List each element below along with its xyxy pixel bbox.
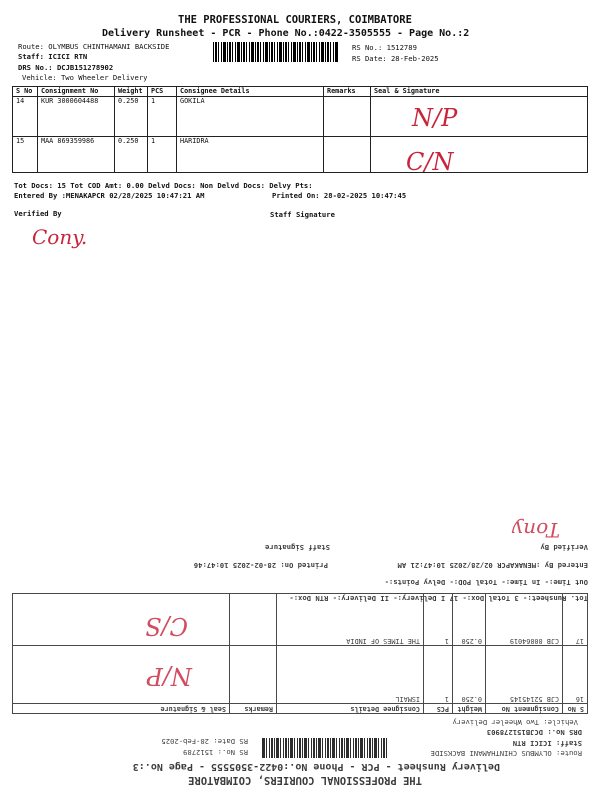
col-consignment: Consignment No bbox=[38, 87, 115, 97]
route-label: Route: OLYMBUS CHINTHAMANI BACKSIDE bbox=[18, 42, 170, 51]
times-line: Out Time:- In Time:- Total POD:- Delvy Points:- bbox=[384, 578, 588, 587]
route-label: Route: OLYMBUS CHINTHAMANI BACKSIDE bbox=[430, 749, 582, 758]
row-seal bbox=[13, 646, 230, 704]
row-sno: 15 bbox=[13, 137, 38, 173]
row-consignment: CJB 52145145 bbox=[486, 646, 563, 704]
col-seal: Seal & Signature bbox=[13, 704, 230, 714]
row-pcs: 1 bbox=[424, 646, 453, 704]
row-weight: 0.250 bbox=[453, 646, 486, 704]
table-header-row bbox=[13, 704, 588, 714]
col-consignment: Consignment No bbox=[486, 704, 563, 714]
drs-number: DRS No.: DCJB151278902 bbox=[18, 63, 114, 72]
entered-by: Entered By :MENAKAPCR 02/28/2025 10:47:21 AM bbox=[14, 191, 205, 200]
entered-by: Entered By :MENAKAPCR 02/28/2025 10:47:21 AM bbox=[397, 561, 588, 570]
printed-on: Printed On: 28-02-2025 10:47:46 bbox=[193, 561, 328, 570]
verified-by-label: Verified By bbox=[540, 543, 588, 552]
company-title: THE PROFESSIONAL COURIERS, COIMBATORE bbox=[188, 774, 422, 786]
row-weight: 0.250 bbox=[453, 594, 486, 646]
col-consignee: Consignee Details bbox=[177, 87, 324, 97]
runsheet-header: Delivery Runsheet - PCR - Phone No.:0422-3505555 - Page No.:3 bbox=[132, 761, 500, 772]
handwritten-cs: C/S bbox=[145, 612, 188, 640]
row-consignment: KUR 3000604488 bbox=[38, 97, 115, 137]
col-seal: Seal & Signature bbox=[371, 87, 588, 97]
rs-date: RS Date: 28-Feb-2025 bbox=[161, 737, 248, 746]
col-remarks: Remarks bbox=[324, 87, 371, 97]
row-pcs: 1 bbox=[148, 97, 177, 137]
row-weight: 0.250 bbox=[115, 97, 148, 137]
staff-label: Staff: ICICI RTN bbox=[512, 739, 582, 748]
row-remarks bbox=[230, 646, 277, 704]
verified-by-label: Verified By bbox=[14, 209, 62, 218]
row-sno: 17 bbox=[563, 594, 588, 646]
row-sno: 16 bbox=[563, 646, 588, 704]
staff-label: Staff: ICICI RTN bbox=[18, 52, 88, 61]
col-remarks: Remarks bbox=[230, 704, 277, 714]
verifier-signature: Cony. bbox=[32, 225, 88, 249]
totals-line: Tot. Runsheet:- 3 Total Dox:- 17 I Delivery:- II Delivery:- RTN Dox:- bbox=[289, 594, 588, 603]
col-weight: Weight bbox=[115, 87, 148, 97]
col-pcs: PCS bbox=[148, 87, 177, 97]
handwritten-cn: C/N bbox=[406, 148, 454, 176]
col-weight: Weight bbox=[453, 704, 486, 714]
row-consignee: GOKILA bbox=[177, 97, 324, 137]
row-consignment: MAA 869359986 bbox=[38, 137, 115, 173]
drs-number: DRS No.: DCJB151278903 bbox=[486, 728, 582, 737]
row-remarks bbox=[230, 594, 277, 646]
row-consignment: CJB 80864019 bbox=[486, 594, 563, 646]
totals-line: Tot Docs: 15 Tot COD Amt: 0.00 Delvd Docs: Non Delvd Docs: Delvy Pts: bbox=[14, 181, 313, 190]
rs-number: RS No.: 1512789 bbox=[352, 43, 417, 52]
table-row bbox=[13, 646, 588, 704]
row-weight: 0.250 bbox=[115, 137, 148, 173]
rs-date: RS Date: 28-Feb-2025 bbox=[352, 54, 439, 63]
row-consignee: THE TIMES OF INDIA bbox=[277, 594, 424, 646]
rs-number: RS No.: 1512789 bbox=[183, 748, 248, 757]
consignment-table bbox=[12, 593, 588, 714]
staff-signature-label: Staff Signature bbox=[270, 210, 335, 219]
col-sno: S No bbox=[563, 704, 588, 714]
col-pcs: PCS bbox=[424, 704, 453, 714]
row-seal bbox=[13, 594, 230, 646]
handwritten-np: N/P bbox=[412, 104, 458, 132]
vehicle-label: Vehicle: Two Wheeler Delivery bbox=[452, 718, 578, 727]
handwritten-np: N/P bbox=[146, 662, 192, 690]
col-sno: S No bbox=[13, 87, 38, 97]
col-consignee: Consignee Details bbox=[277, 704, 424, 714]
verifier-signature: Tony bbox=[511, 518, 560, 542]
staff-signature-label: Staff Signature bbox=[265, 543, 330, 552]
runsheet-header: Delivery Runsheet - PCR - Phone No.:0422-3505555 - Page No.:2 bbox=[102, 28, 470, 39]
printed-on: Printed On: 28-02-2025 10:47:45 bbox=[272, 191, 407, 200]
company-title: THE PROFESSIONAL COURIERS, COIMBATORE bbox=[178, 14, 412, 26]
row-pcs: 1 bbox=[424, 594, 453, 646]
row-consignee: HARIDRA bbox=[177, 137, 324, 173]
row-pcs: 1 bbox=[148, 137, 177, 173]
row-sno: 14 bbox=[13, 97, 38, 137]
row-consignee: ISMAIL bbox=[277, 646, 424, 704]
vehicle-label: Vehicle: Two Wheeler Delivery bbox=[22, 73, 148, 82]
drs-barcode bbox=[262, 738, 387, 758]
